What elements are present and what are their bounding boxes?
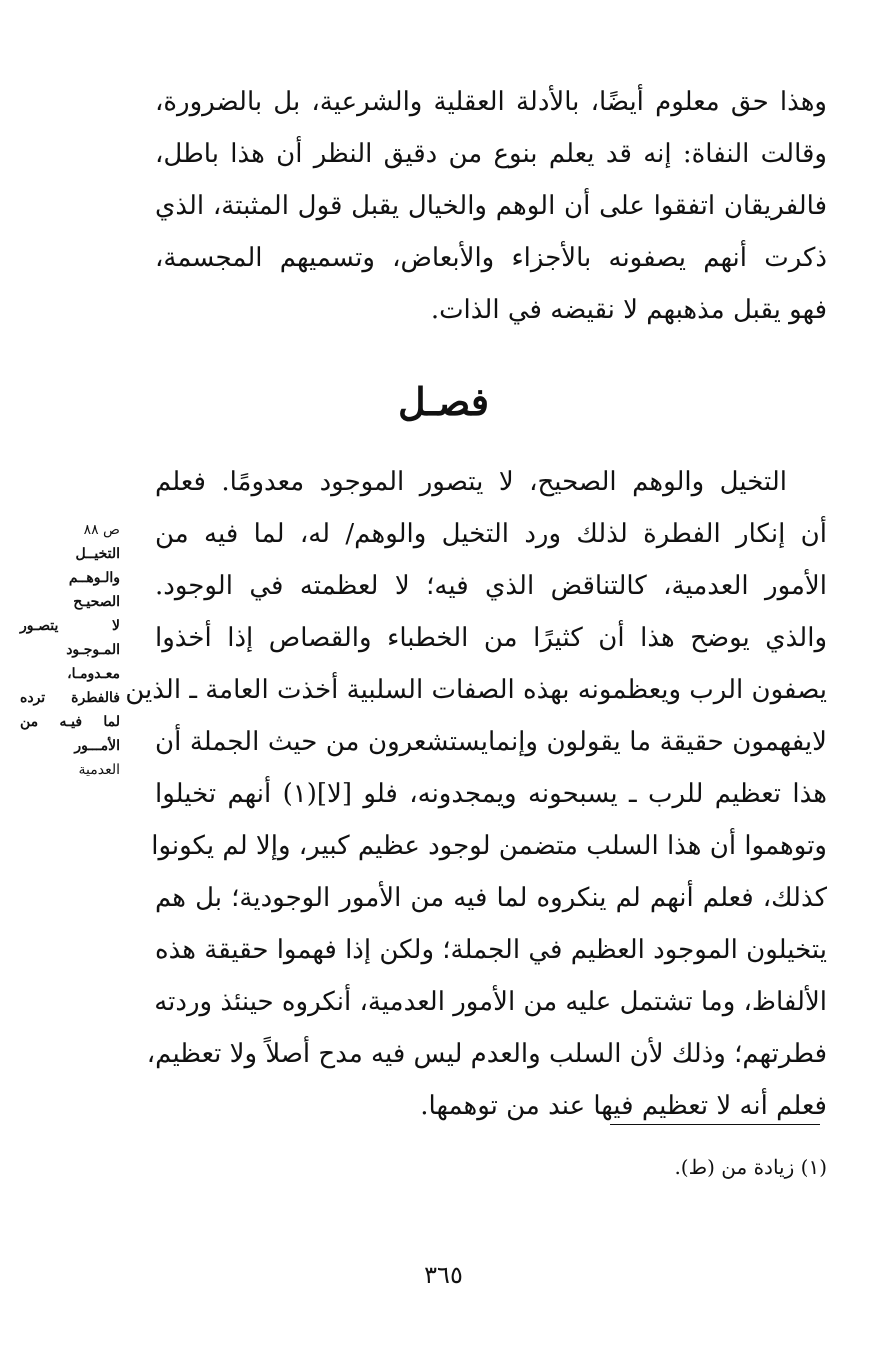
footnote-divider <box>610 1124 820 1125</box>
margin-note-line: فالفطرة ترده <box>20 690 120 706</box>
body-line: وقالت النفاة: إنه قد يعلم بنوع من دقيق النظر أن هذا باطل، <box>155 139 827 169</box>
section-heading: فصـل <box>397 379 490 424</box>
body-line: لايفهمون حقيقة ما يقولون وإنمايستشعرون من حيث الجملة أن <box>155 727 827 757</box>
body-line: فطرتهم؛ وذلك لأن السلب والعدم ليس فيه مدح أصلاً ولا تعظيم، <box>146 1039 827 1069</box>
body-line: التخيل والوهم الصحيح، لا يتصور الموجود معدومًا. فعلم <box>155 467 787 497</box>
margin-note <box>20 518 120 782</box>
footnote: (١) زيادة من (ط). <box>674 1155 827 1179</box>
margin-note-line: لما فيـه من <box>20 714 120 730</box>
body-line: وهذا حق معلوم أيضًا، بالأدلة العقلية والشرعية، بل بالضرورة، <box>155 87 827 117</box>
body-line: الأمور العدمية، كالتناقض الذي فيه؛ لا لعظمته في الوجود. <box>155 571 827 601</box>
body-line: ذكرت أنهم يصفونه بالأجزاء والأبعاض، وتسميهم المجسمة، <box>155 243 827 273</box>
body-line: كذلك، فعلم أنهم لم ينكروه لما فيه من الأمور الوجودية؛ بل هم <box>155 883 828 913</box>
margin-note-line: والـوهــم <box>68 570 120 586</box>
margin-note-line: الصحيـح <box>73 594 120 610</box>
page-number: ٣٦٥ <box>424 1261 463 1289</box>
body-line: فهو يقبل مذهبهم لا نقيضه في الذات. <box>430 295 827 325</box>
body-line: فالفريقان اتفقوا على أن الوهم والخيال يقبل قول المثبتة، الذي <box>155 191 827 221</box>
margin-note-line: ص ٨٨ <box>83 522 120 538</box>
body-line: وتوهموا أن هذا السلب متضمن لوجود عظيم كبير، وإلا لم يكونوا <box>151 831 827 861</box>
body-line: والذي يوضح هذا أن كثيرًا من الخطباء والقصاص إذا أخذوا <box>155 623 827 653</box>
body-line: أن إنكار الفطرة لذلك ورد التخيل والوهم/ له، لما فيه من <box>155 519 827 549</box>
body-line: يصفون الرب ويعظمونه بهذه الصفات السلبية أخذت العامة ـ الذين <box>125 675 827 705</box>
margin-note-line: معـدومـا، <box>67 666 120 682</box>
margin-note-line: لا يتصـور <box>20 618 120 634</box>
margin-note-line: الأمـــور <box>74 738 120 754</box>
margin-note-line: العدمية <box>78 762 120 778</box>
margin-note-line: التخيــل <box>75 546 120 562</box>
body-line: يتخيلون الموجود العظيم في الجملة؛ ولكن إذا فهموا حقيقة هذه <box>155 935 827 965</box>
body-line: فعلم أنه لا تعظيم فيها عند من توهمها. <box>420 1091 827 1121</box>
margin-note-line: المـوجـود <box>66 642 120 658</box>
body-line: هذا تعظيم للرب ـ يسبحونه ويمجدونه، فلو [لا](١) أنهم تخيلوا <box>155 779 827 809</box>
body-line: الألفاظ، وما تشتمل عليه من الأمور العدمية، أنكروه حينئذ وردته <box>154 987 827 1017</box>
